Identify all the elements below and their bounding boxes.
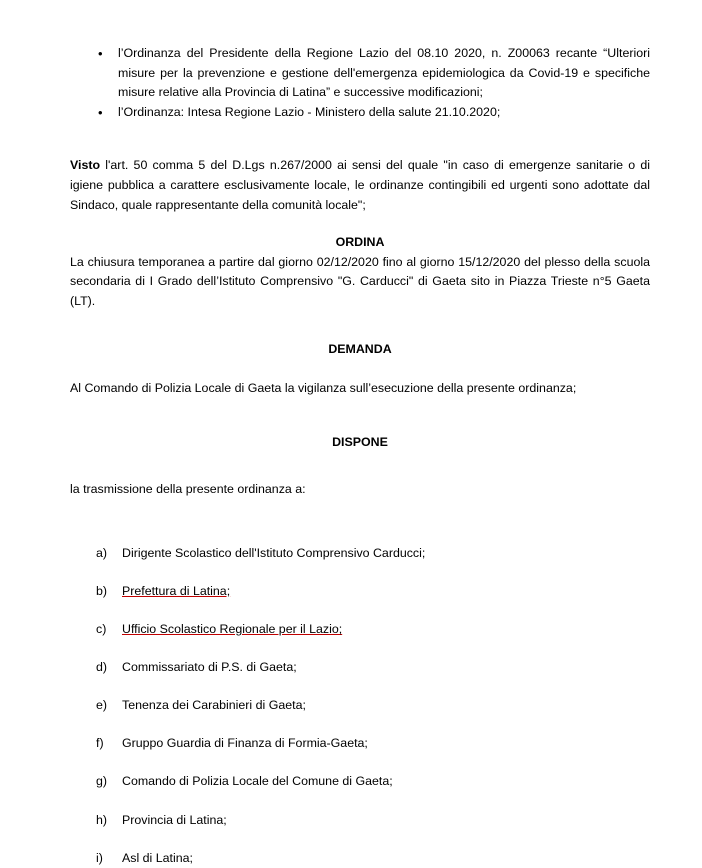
list-marker: i) xyxy=(96,850,103,865)
list-marker: h) xyxy=(96,812,108,827)
list-item-text: Provincia di Latina; xyxy=(122,812,227,827)
list-item xyxy=(70,811,650,831)
list-item-text: Ufficio Scolastico Regionale per il Lazio; xyxy=(122,622,343,637)
spacer xyxy=(70,500,650,544)
list-marker: g) xyxy=(96,774,108,789)
list-marker: e) xyxy=(96,698,108,713)
list-marker: a) xyxy=(96,545,108,560)
visto-text: l'art. 50 comma 5 del D.Lgs n.267/2000 ai sensi del quale "in caso di emergenze sanitarie o di igiene pubblica a carattere esclusivamente locale, le ordinanze contingibili ed urgenti sono adottate dal Sindaco, quale rappresentante della comunità locale"; xyxy=(70,158,650,212)
visto-label: Visto xyxy=(70,158,101,173)
list-item xyxy=(70,696,650,716)
list-item xyxy=(70,772,650,792)
list-item xyxy=(70,734,650,754)
spacer xyxy=(70,122,650,156)
spacer xyxy=(70,452,650,480)
list-marker: d) xyxy=(96,660,108,675)
list-item-text: Commissariato di P.S. di Gaeta; xyxy=(122,660,297,675)
list-item-text: Dirigente Scolastico dell'Istituto Comprensivo Carducci; xyxy=(122,545,426,560)
list-item-text: Gruppo Guardia di Finanza di Formia-Gaeta; xyxy=(122,736,368,751)
spacer xyxy=(70,215,650,233)
visto-paragraph xyxy=(70,156,650,215)
list-marker: c) xyxy=(96,622,107,637)
demanda-paragraph: Al Comando di Polizia Locale di Gaeta la vigilanza sull’esecuzione della presente ordinanza; xyxy=(70,381,577,396)
spacer xyxy=(70,359,650,379)
list-item xyxy=(70,103,650,123)
bullet-text: l’Ordinanza: Intesa Regione Lazio - Ministero della salute 21.10.2020; xyxy=(118,104,501,119)
list-item xyxy=(70,849,650,868)
list-item xyxy=(70,620,650,640)
dispone-paragraph: la trasmissione della presente ordinanza a: xyxy=(70,482,306,497)
ordina-paragraph: La chiusura temporanea a partire dal giorno 02/12/2020 fino al giorno 15/12/2020 del plesso della scuola secondaria di I Grado dell’Istituto Comprensivo "G. Carducci" di Gaeta sito in Piazza Trieste n°5 Gaeta (LT). xyxy=(70,254,650,308)
list-marker: b) xyxy=(96,584,108,598)
list-item xyxy=(70,658,650,678)
spacer xyxy=(70,399,650,433)
ordina-heading: ORDINA xyxy=(335,235,385,250)
list-item-text: Asl di Latina; xyxy=(122,850,193,865)
list-item xyxy=(70,544,650,564)
list-item-text: Prefettura di Latina; xyxy=(122,584,231,598)
list-item xyxy=(70,582,650,602)
intro-bullet-list xyxy=(70,44,650,122)
bullet-text: l’Ordinanza del Presidente della Regione Lazio del 08.10 2020, n. Z00063 recante “Ulteriori misure per la prevenzione e gestione dell'emergenza epidemiologica da Covid-19 e specifiche misure relative alla Provincia di Latina” e successive modificazioni; xyxy=(118,46,650,100)
list-marker: f) xyxy=(96,736,104,751)
recipients-list xyxy=(70,544,650,868)
list-item-text: Comando di Polizia Locale del Comune di Gaeta; xyxy=(122,774,393,789)
list-item-text: Tenenza dei Carabinieri di Gaeta; xyxy=(122,698,306,713)
list-item xyxy=(70,44,650,103)
demanda-heading: DEMANDA xyxy=(328,341,392,356)
spacer xyxy=(70,312,650,340)
dispone-heading: DISPONE xyxy=(332,434,388,449)
